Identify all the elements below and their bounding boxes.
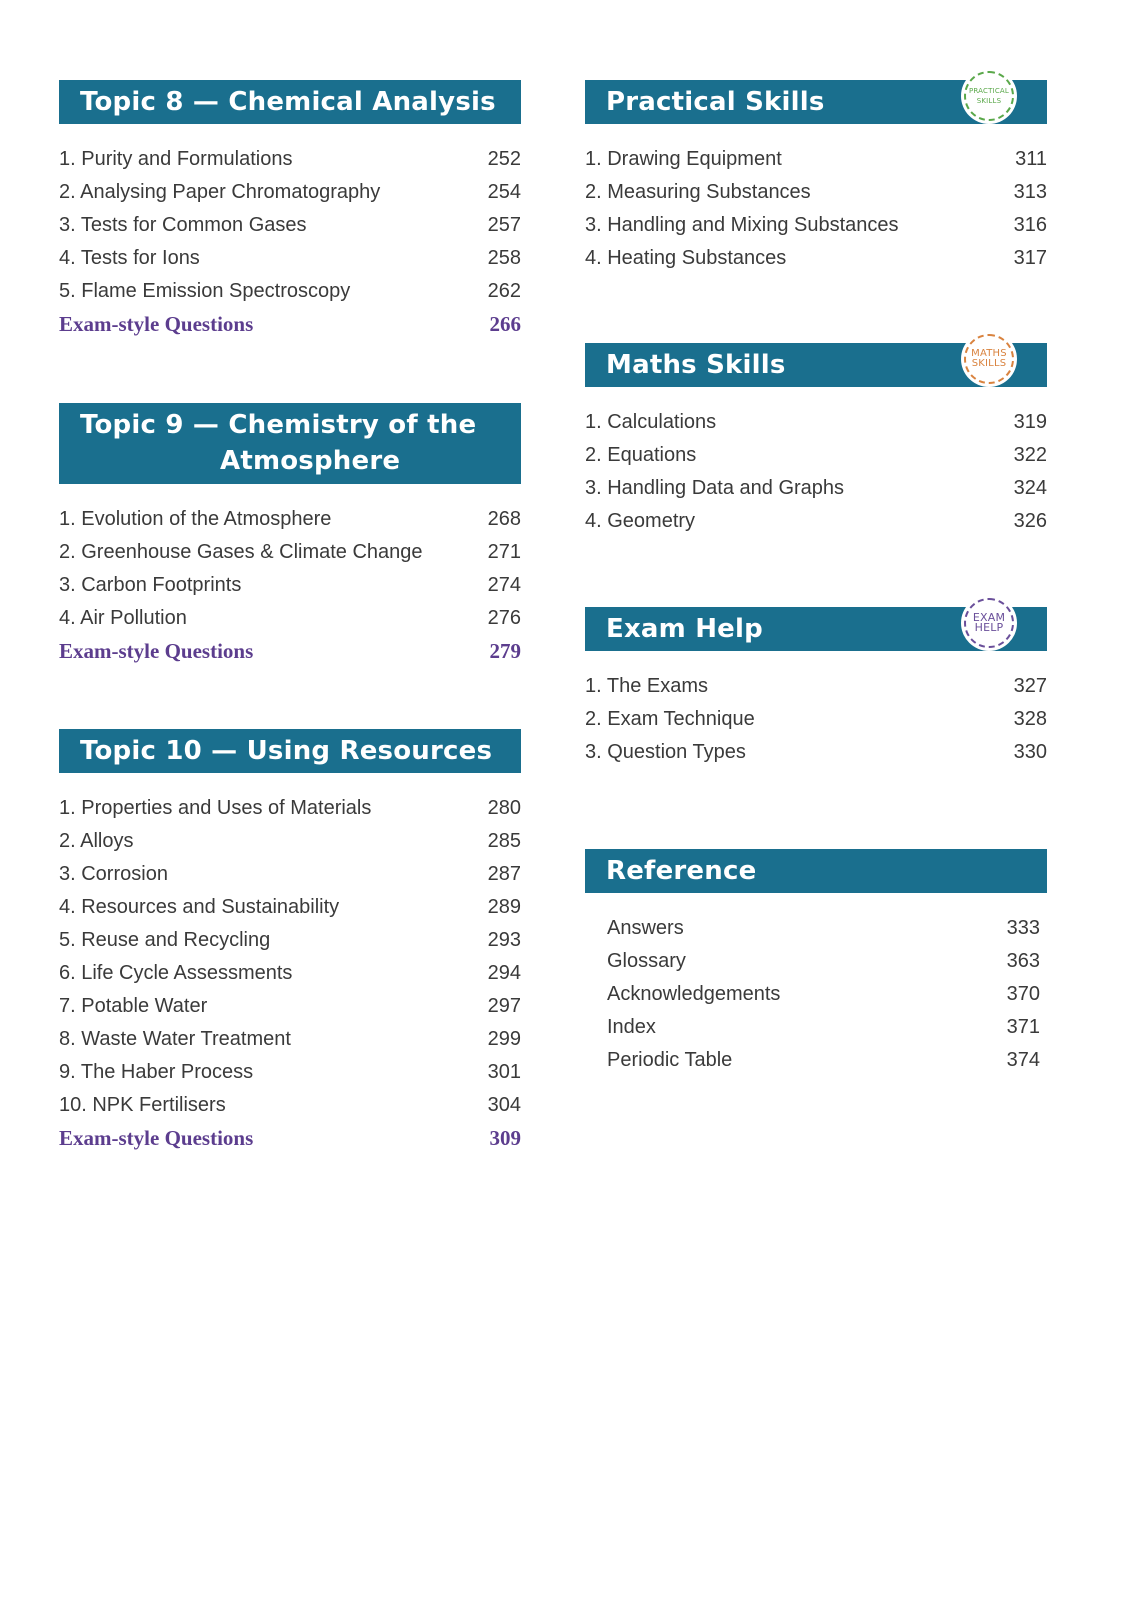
entry-page: 262 [487, 280, 521, 302]
toc-entry[interactable] [585, 670, 1047, 703]
entry-label: 5. Reuse and Recycling [59, 929, 271, 951]
toc-entry[interactable] [59, 602, 521, 635]
entry-label: 5. Flame Emission Spectroscopy [59, 280, 351, 302]
entry-page: 324 [1013, 477, 1047, 499]
entry-label: 3. Handling and Mixing Substances [585, 214, 899, 236]
entry-page: 301 [487, 1061, 521, 1083]
entry-page: 276 [487, 607, 521, 629]
entry-label: 2. Measuring Substances [585, 181, 811, 203]
practical-skills-header [585, 80, 1047, 124]
reference-entries [585, 912, 1047, 1077]
entry-page: 287 [487, 863, 521, 885]
entry-label: Glossary [607, 950, 686, 972]
entry-label: 4. Heating Substances [585, 247, 787, 269]
entry-label: Periodic Table [607, 1049, 733, 1071]
entry-label: 4. Air Pollution [59, 607, 187, 629]
entry-label: 1. Drawing Equipment [585, 148, 782, 170]
toc-entry[interactable] [59, 275, 521, 308]
entry-page: 371 [1006, 1016, 1040, 1038]
entry-page: 309 [489, 1126, 521, 1150]
toc-entry[interactable] [585, 703, 1047, 736]
reference-section [585, 849, 1047, 1077]
entry-label: 3. Tests for Common Gases [59, 214, 307, 236]
entry-page: 252 [487, 148, 521, 170]
toc-entry[interactable] [607, 978, 1040, 1011]
entry-page: 317 [1013, 247, 1047, 269]
topic9-entries [59, 503, 521, 668]
entry-label: 2. Greenhouse Gases & Climate Change [59, 541, 423, 563]
maths-skills-header [585, 343, 1047, 387]
entry-label: 1. Calculations [585, 411, 717, 433]
entry-label: 2. Alloys [59, 830, 134, 852]
entry-page: 304 [487, 1094, 521, 1116]
entry-page: 258 [487, 247, 521, 269]
entry-label: 4. Geometry [585, 510, 696, 532]
entry-page: 374 [1006, 1049, 1040, 1071]
entry-label: 3. Carbon Footprints [59, 574, 242, 596]
topic10-section [59, 729, 521, 1155]
toc-entry[interactable] [59, 176, 521, 209]
entry-label: 3. Question Types [585, 741, 746, 763]
entry-page: 328 [1013, 708, 1047, 730]
toc-entry[interactable] [607, 912, 1040, 945]
entry-page: 363 [1006, 950, 1040, 972]
entry-label: Answers [607, 917, 684, 939]
entry-label: Exam-style Questions [59, 639, 254, 663]
toc-entry[interactable] [59, 1023, 521, 1056]
entry-label: 1. The Exams [585, 675, 709, 697]
entry-page: 268 [487, 508, 521, 530]
toc-entry[interactable] [59, 242, 521, 275]
exam-questions-entry[interactable] [59, 308, 521, 341]
reference-header [585, 849, 1047, 893]
topic10-title: Topic 10 — Using Resources [80, 736, 493, 766]
entry-page: 257 [487, 214, 521, 236]
entry-label: 4. Resources and Sustainability [59, 896, 340, 918]
toc-entry[interactable] [59, 990, 521, 1023]
entry-label: 2. Analysing Paper Chromatography [59, 181, 381, 203]
toc-entry[interactable] [59, 957, 521, 990]
entry-page: 316 [1013, 214, 1047, 236]
practical-skills-title: Practical Skills [606, 87, 825, 117]
exam-questions-entry[interactable] [59, 635, 521, 668]
entry-page: 330 [1013, 741, 1047, 763]
entry-label: Index [607, 1016, 656, 1038]
entry-label: 7. Potable Water [59, 995, 208, 1017]
toc-entry[interactable] [59, 536, 521, 569]
toc-entry[interactable] [59, 891, 521, 924]
toc-entry[interactable] [59, 569, 521, 602]
entry-label: 1. Purity and Formulations [59, 148, 293, 170]
toc-entry[interactable] [607, 945, 1040, 978]
entry-label: Exam-style Questions [59, 1126, 254, 1150]
reference-title: Reference [606, 856, 757, 886]
topic9-section [59, 403, 521, 668]
toc-entry[interactable] [607, 1011, 1040, 1044]
toc-entry[interactable] [59, 924, 521, 957]
entry-label: 9. The Haber Process [59, 1061, 254, 1083]
entry-label: 1. Evolution of the Atmosphere [59, 508, 332, 530]
toc-entry[interactable] [585, 242, 1047, 275]
exam-questions-entry[interactable] [59, 1122, 521, 1155]
exam-help-entries [585, 670, 1047, 769]
topic8-entries [59, 143, 521, 341]
maths-skills-section [585, 343, 1047, 538]
entry-label: 3. Handling Data and Graphs [585, 477, 845, 499]
exam-help-badge-icon: EXAM HELP [961, 595, 1017, 651]
entry-page: 327 [1013, 675, 1047, 697]
exam-help-section [585, 607, 1047, 769]
entry-label: 10. NPK Fertilisers [59, 1094, 226, 1116]
maths-skills-title: Maths Skills [606, 350, 786, 380]
toc-entry[interactable] [59, 825, 521, 858]
practical-skills-entries [585, 143, 1047, 275]
toc-entry[interactable] [59, 209, 521, 242]
entry-page: 370 [1006, 983, 1040, 1005]
entry-page: 285 [487, 830, 521, 852]
topic9-title-line2: Atmosphere [220, 446, 401, 476]
entry-page: 313 [1013, 181, 1047, 203]
toc-entry[interactable] [585, 736, 1047, 769]
entry-label: 4. Tests for Ions [59, 247, 200, 269]
topic10-entries [59, 792, 521, 1155]
topic8-title: Topic 8 — Chemical Analysis [80, 87, 496, 117]
toc-entry[interactable] [59, 1089, 521, 1122]
toc-entry[interactable] [585, 472, 1047, 505]
toc-entry[interactable] [59, 1056, 521, 1089]
toc-entry[interactable] [59, 792, 521, 825]
exam-help-header [585, 607, 1047, 651]
entry-page: 311 [1015, 148, 1047, 170]
toc-entry[interactable] [585, 406, 1047, 439]
entry-page: 280 [487, 797, 521, 819]
entry-page: 322 [1013, 444, 1047, 466]
topic9-title-line1: Topic 9 — Chemistry of the [80, 410, 477, 440]
topic8-header [59, 80, 521, 124]
entry-page: 297 [487, 995, 521, 1017]
entry-page: 293 [487, 929, 521, 951]
toc-entry[interactable] [59, 503, 521, 536]
toc-entry[interactable] [607, 1044, 1040, 1077]
entry-page: 333 [1006, 917, 1040, 939]
toc-entry[interactable] [585, 176, 1047, 209]
entry-label: 6. Life Cycle Assessments [59, 962, 293, 984]
entry-page: 289 [487, 896, 521, 918]
entry-page: 254 [487, 181, 521, 203]
maths-skills-entries [585, 406, 1047, 538]
topic8-section [59, 80, 521, 341]
entry-label: 8. Waste Water Treatment [59, 1028, 291, 1050]
topic10-header [59, 729, 521, 773]
entry-label: 2. Equations [585, 444, 697, 466]
toc-entry[interactable] [585, 143, 1047, 176]
exam-help-title: Exam Help [606, 614, 763, 644]
entry-label: 1. Properties and Uses of Materials [59, 797, 372, 819]
entry-page: 294 [487, 962, 521, 984]
toc-entry[interactable] [585, 505, 1047, 538]
entry-page: 279 [489, 639, 521, 663]
toc-entry[interactable] [59, 143, 521, 176]
practical-skills-section [585, 80, 1047, 275]
toc-entry[interactable] [585, 209, 1047, 242]
toc-entry[interactable] [585, 439, 1047, 472]
topic9-header [59, 403, 521, 484]
entry-page: 299 [487, 1028, 521, 1050]
entry-page: 274 [487, 574, 521, 596]
entry-page: 319 [1013, 411, 1047, 433]
entry-label: 3. Corrosion [59, 863, 168, 885]
entry-page: 266 [489, 312, 521, 336]
entry-page: 326 [1013, 510, 1047, 532]
entry-label: Exam-style Questions [59, 312, 254, 336]
maths-skills-badge-icon: MATHS SKILLS [961, 331, 1017, 387]
practical-skills-badge-icon: PRACTICAL SKILLS [961, 68, 1017, 124]
entry-label: 2. Exam Technique [585, 708, 755, 730]
entry-label: Acknowledgements [607, 983, 781, 1005]
entry-page: 271 [487, 541, 521, 563]
toc-entry[interactable] [59, 858, 521, 891]
